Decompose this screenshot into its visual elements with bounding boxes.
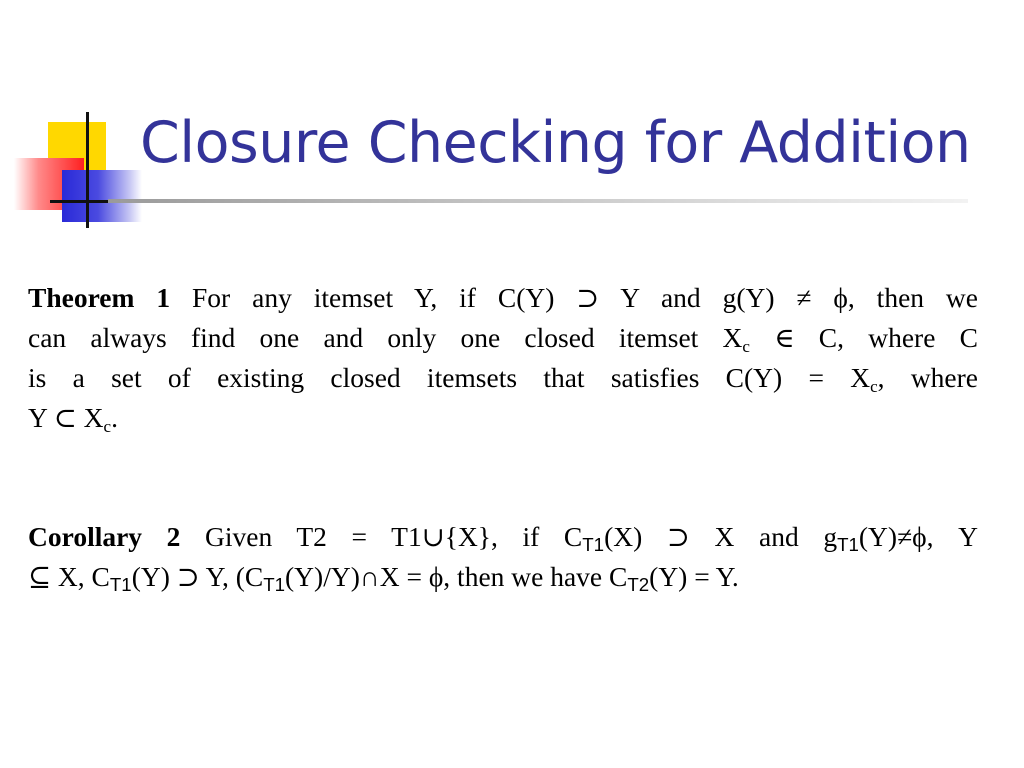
- theorem-line-2-subscript: c: [742, 336, 750, 356]
- corollary-text-4: ⊆ X, C: [28, 561, 110, 592]
- vertical-line-decoration: [86, 112, 89, 228]
- theorem-line-4-text-b: .: [111, 402, 118, 433]
- theorem-line-4: [28, 398, 978, 438]
- blue-square-decoration: [62, 170, 142, 222]
- corollary-text-1: Given T2 = T1∪{X}, if C: [180, 521, 583, 552]
- corollary-label: Corollary 2: [28, 521, 181, 552]
- corollary-subscript-2: T1: [837, 534, 859, 556]
- theorem-1-block: [28, 278, 978, 438]
- title-underline-rule: [108, 199, 968, 203]
- theorem-line-1: [28, 278, 978, 318]
- slide-title: Closure Checking for Addition: [140, 110, 971, 176]
- corollary-line-1: [28, 517, 978, 557]
- corollary-line-2: [28, 557, 978, 597]
- theorem-line-4-text-a: Y ⊂ X: [28, 402, 104, 433]
- corollary-subscript-1: T1: [582, 534, 605, 556]
- corollary-text-5: (Y) ⊃ Y, (C: [131, 561, 264, 592]
- theorem-line-2-text-b: ∈ C, where C: [749, 322, 978, 353]
- theorem-line-3-text-b: , where: [877, 362, 978, 393]
- theorem-line-3-subscript: c: [870, 376, 878, 396]
- corollary-text-7: (Y) = Y.: [649, 561, 739, 592]
- horizontal-line-decoration: [50, 200, 110, 203]
- corollary-subscript-5: T2: [627, 574, 650, 596]
- theorem-line-2: [28, 318, 978, 358]
- theorem-line-3: [28, 358, 978, 398]
- corollary-text-3: (Y)≠ϕ, Y: [858, 521, 978, 552]
- theorem-line-3-text-a: is a set of existing closed itemsets that satisfies C(Y) = X: [28, 362, 871, 393]
- corollary-text-2: (X) ⊃ X and g: [604, 521, 838, 552]
- theorem-line-4-subscript: c: [103, 416, 112, 436]
- theorem-label: Theorem 1: [28, 282, 171, 313]
- corollary-text-6: (Y)/Y)∩X = ϕ, then we have C: [285, 561, 628, 592]
- corollary-2-block: [28, 517, 978, 597]
- corollary-subscript-4: T1: [263, 574, 286, 596]
- theorem-line-2-text-a: can always find one and only one closed itemset X: [28, 322, 743, 353]
- slide-logo-decoration: [0, 100, 150, 230]
- corollary-subscript-3: T1: [109, 574, 132, 596]
- theorem-line-1-text: For any itemset Y, if C(Y) ⊃ Y and g(Y) ≠ ϕ, then we: [192, 282, 978, 313]
